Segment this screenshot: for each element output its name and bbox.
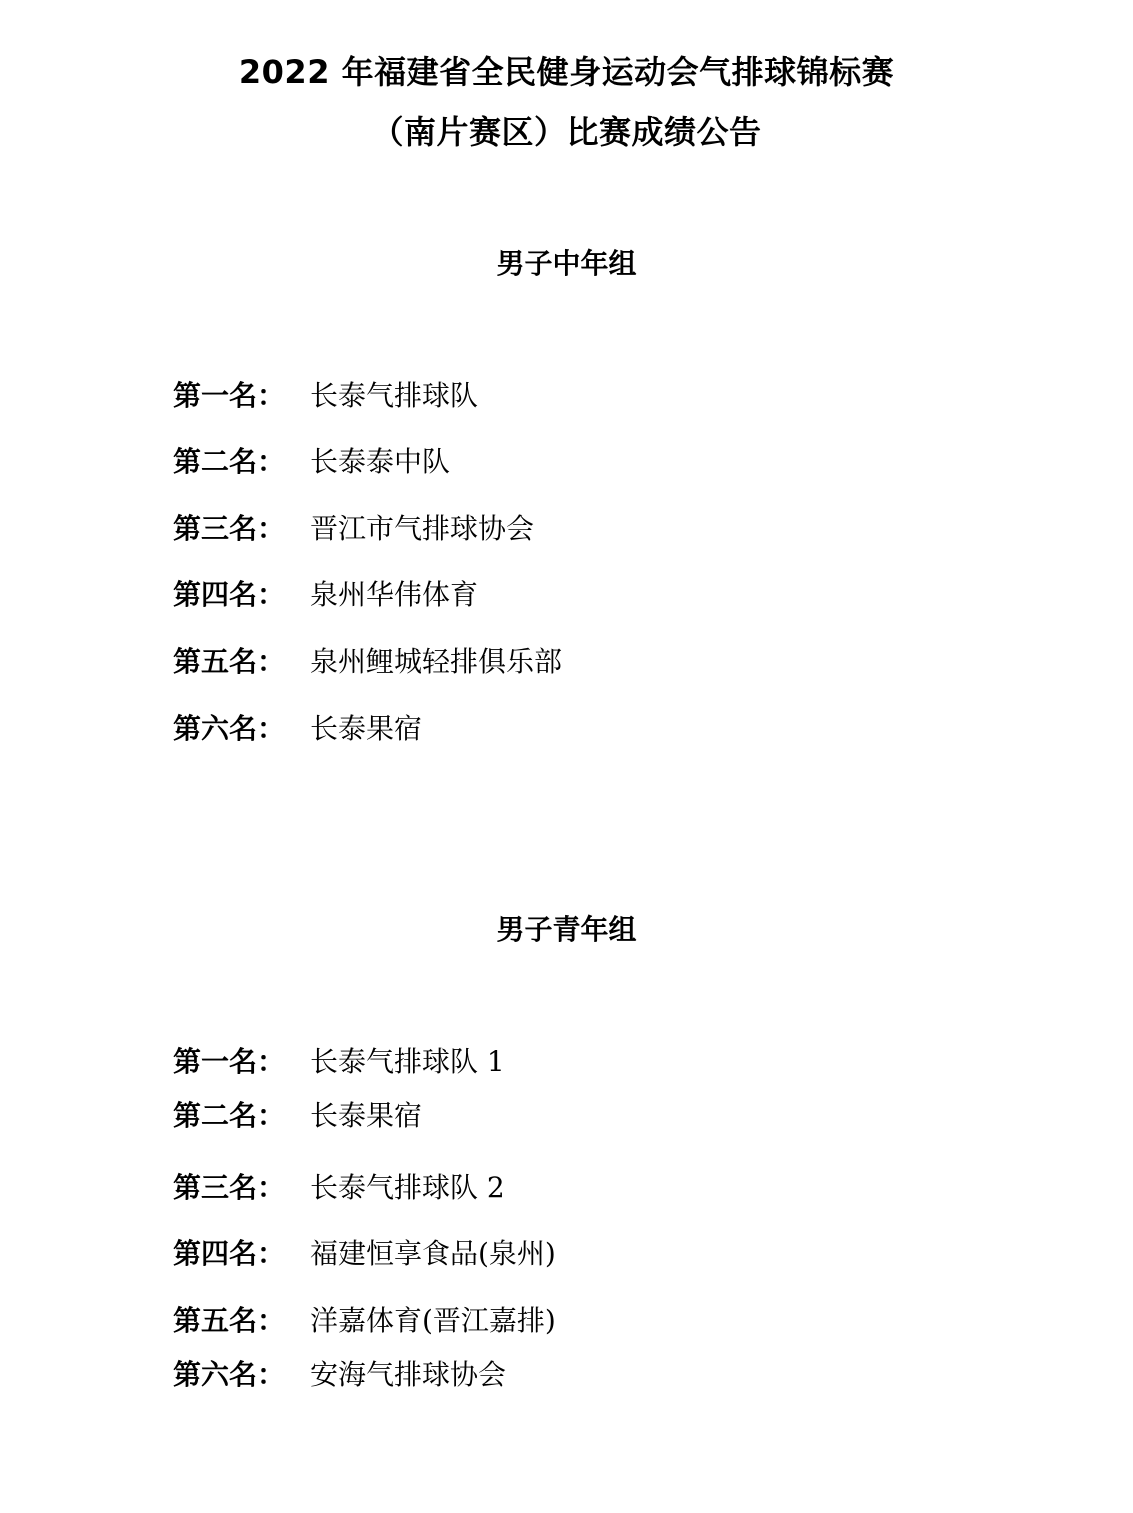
team-name: 洋嘉体育(晋江嘉排) [310,1304,556,1337]
team-name: 长泰气排球队 [310,379,479,412]
rank-label: 第五名： [173,645,286,678]
team-name: 长泰果宿 [310,1099,423,1132]
rank-label: 第一名： [173,379,286,412]
ranking-row [173,577,478,613]
rank-label: 第一名： [173,1045,286,1078]
team-name: 福建恒享食品(泉州) [310,1237,556,1270]
ranking-row [173,511,534,547]
team-name: 长泰气排球队 1 [310,1045,505,1078]
rank-label: 第二名： [173,1099,286,1132]
ranking-row [173,1170,505,1206]
team-name: 安海气排球协会 [310,1358,507,1391]
ranking-row [173,444,450,480]
ranking-row [173,1357,506,1393]
rank-label: 第六名： [173,1358,286,1391]
rank-label: 第二名： [173,445,286,478]
ranking-row [173,1303,556,1339]
ranking-row [173,1236,556,1272]
rank-label: 第三名： [173,1171,286,1204]
team-name: 晋江市气排球协会 [310,512,535,545]
team-name: 泉州华伟体育 [310,578,479,611]
rank-label: 第三名： [173,512,286,545]
team-name: 泉州鲤城轻排俱乐部 [310,645,563,678]
ranking-row [173,644,562,680]
rank-label: 第五名： [173,1304,286,1337]
rank-label: 第四名： [173,1237,286,1270]
group-heading: 男子中年组 [496,247,637,280]
rank-label: 第六名： [173,712,286,745]
document-title-line-1: 2022 年福建省全民健身运动会气排球锦标赛 [238,53,895,91]
ranking-row [173,1044,505,1080]
rank-label: 第四名： [173,578,286,611]
ranking-row [173,711,422,747]
team-name: 长泰果宿 [310,712,423,745]
group-heading: 男子青年组 [496,913,637,946]
team-name: 长泰气排球队 2 [310,1171,505,1204]
ranking-row [173,378,478,414]
document-title-line-2: （南片赛区）比赛成绩公告 [371,113,762,151]
ranking-row [173,1098,422,1134]
team-name: 长泰泰中队 [310,445,451,478]
